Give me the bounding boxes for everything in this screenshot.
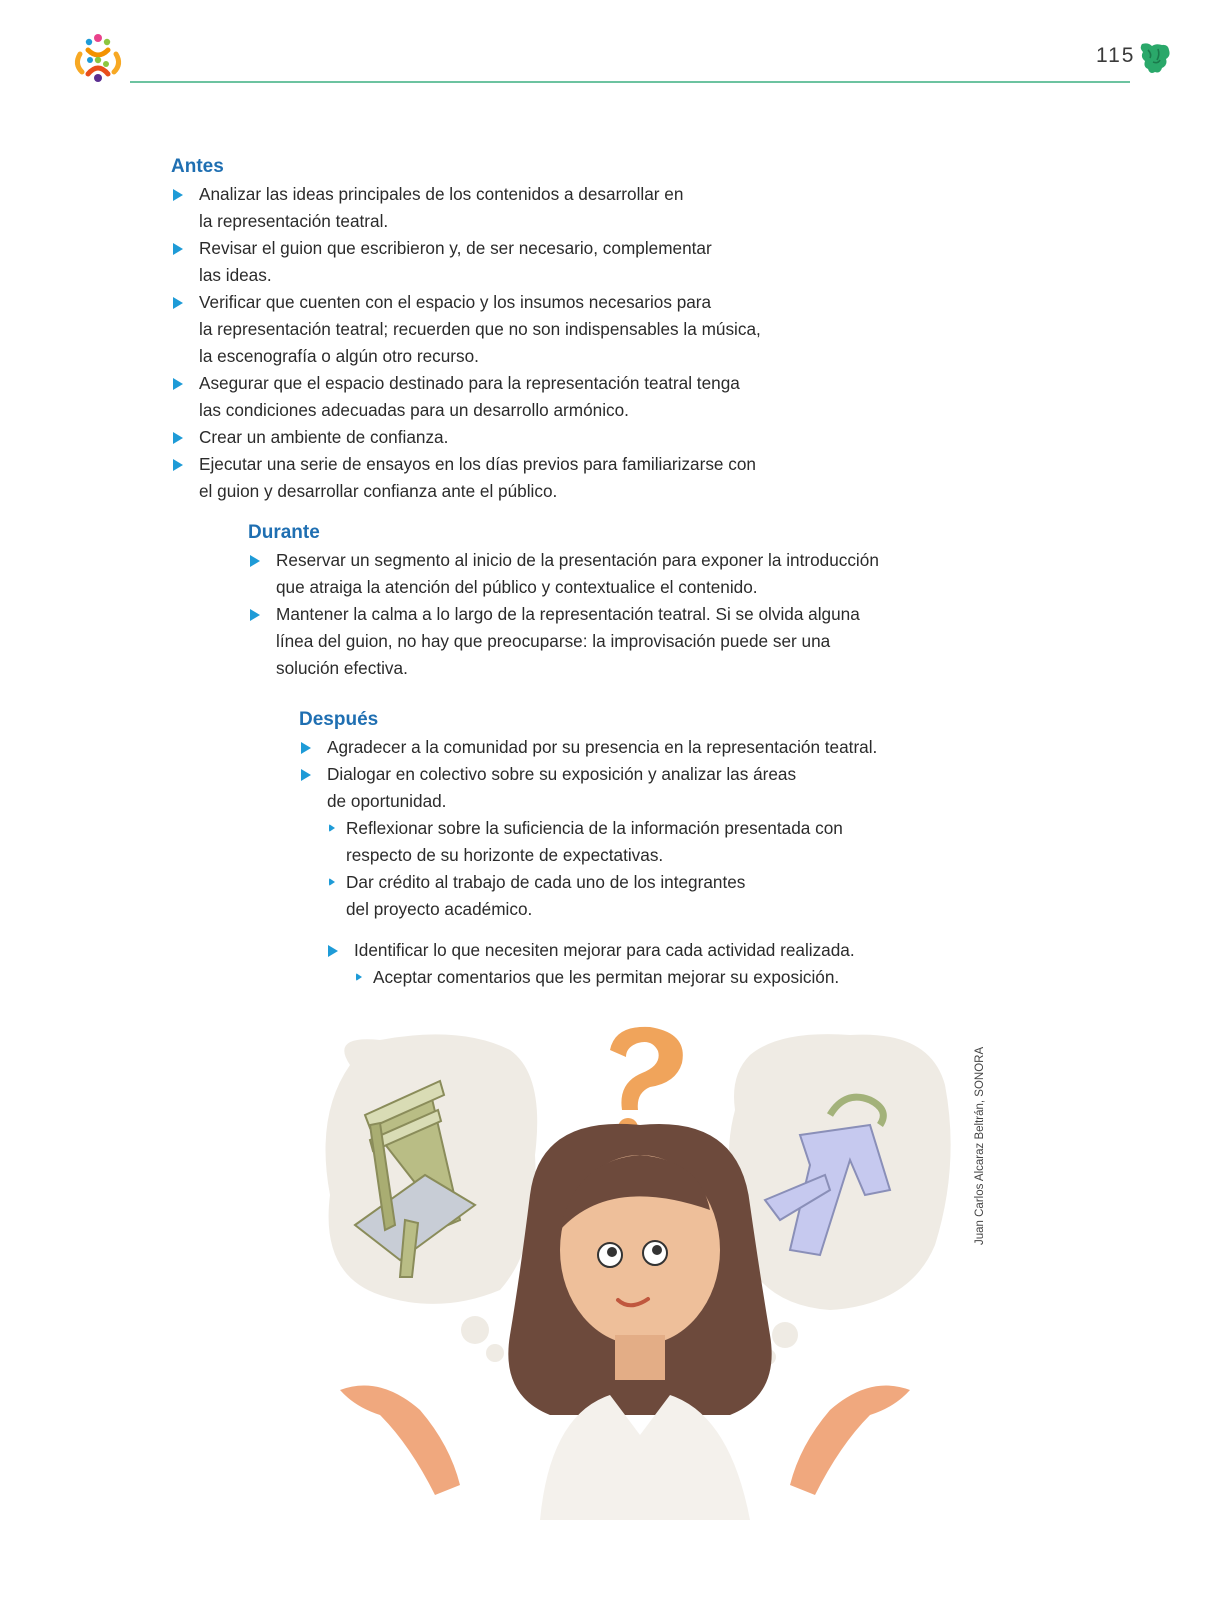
item-line: el guion y desarrollar confianza ante el público. (199, 481, 558, 501)
left-hand (340, 1386, 460, 1496)
list-subitem (327, 869, 979, 923)
list-item (248, 547, 968, 601)
item-line: Revisar el guion que escribieron y, de ser necesario, complementar (199, 238, 712, 258)
section-title-antes: Antes (171, 156, 224, 177)
item-line: las condiciones adecuadas para un desarrollo armónico. (199, 400, 629, 420)
item-line: Verificar que cuenten con el espacio y los insumos necesarios para (199, 292, 712, 312)
item-line: Ejecutar una serie de ensayos en los días previos para familiarizarse con (199, 454, 756, 474)
item-line: Identificar lo que necesiten mejorar para cada actividad realizada. (354, 940, 855, 960)
item-line: Agradecer a la comunidad por su presencia en la representación teatral. (327, 737, 878, 757)
item-line: Crear un ambiente de confianza. (199, 427, 449, 447)
item-line: la escenografía o algún otro recurso. (199, 346, 479, 366)
list-item (171, 235, 891, 289)
item-line: Asegurar que el espacio destinado para la representación teatral tenga (199, 373, 740, 393)
list-item (299, 761, 979, 923)
list-subitem (354, 964, 966, 991)
item-line: del proyecto académico. (346, 899, 533, 919)
item-line: respecto de su horizonte de expectativas. (346, 845, 664, 865)
item-line: Reflexionar sobre la suficiencia de la información presentada con (346, 818, 843, 838)
item-line: Analizar las ideas principales de los contenidos a desarrollar en (199, 184, 684, 204)
list-item (171, 424, 891, 451)
section-despues (299, 707, 979, 923)
durante-list (248, 547, 968, 682)
section-title-durante: Durante (248, 522, 320, 543)
list-item (248, 601, 968, 682)
section-despues-cont (326, 937, 966, 991)
mexico-map-icon (1138, 40, 1172, 76)
item-line: Dar crédito al trabajo de cada uno de los integrantes (346, 872, 746, 892)
list-item (299, 734, 979, 761)
item-line: Dialogar en colectivo sobre su exposición y analizar las áreas (327, 764, 797, 784)
list-item (326, 937, 966, 991)
header-rule (130, 81, 1130, 83)
item-line: solución efectiva. (276, 658, 408, 678)
item-line: Reservar un segmento al inicio de la presentación para exponer la introducción (276, 550, 879, 570)
section-antes (171, 154, 891, 505)
question-mark-icon (610, 1027, 683, 1138)
despues-list-cont (326, 937, 966, 991)
item-line: las ideas. (199, 265, 272, 285)
item-line: que atraiga la atención del público y contextualice el contenido. (276, 577, 758, 597)
item-line: de oportunidad. (327, 791, 447, 811)
despues-list (299, 734, 979, 923)
list-item (171, 370, 891, 424)
list-item (171, 451, 891, 505)
list-item (171, 181, 891, 235)
list-subitem (327, 815, 979, 869)
section-durante (248, 520, 968, 682)
list-item (171, 289, 891, 370)
item-line: Aceptar comentarios que les permitan mejorar su exposición. (373, 967, 840, 987)
despues-sublist (327, 815, 979, 923)
section-title-despues: Después (299, 709, 379, 730)
thinking-girl-illustration (310, 1015, 990, 1520)
right-hand (790, 1386, 910, 1496)
item-line: la representación teatral. (199, 211, 389, 231)
despues-sublist-cont (354, 964, 966, 991)
illustration-credit: Juan Carlos Alcaraz Beltrán, SONORA (974, 1046, 986, 1245)
antes-list (171, 181, 891, 505)
item-line: Mantener la calma a lo largo de la representación teatral. Si se olvida alguna (276, 604, 860, 624)
item-line: línea del guion, no hay que preocuparse: la improvisación puede ser una (276, 631, 831, 651)
program-logo-icon (70, 30, 126, 86)
item-line: la representación teatral; recuerden que no son indispensables la música, (199, 319, 761, 339)
page-number: 115 (1096, 44, 1136, 67)
